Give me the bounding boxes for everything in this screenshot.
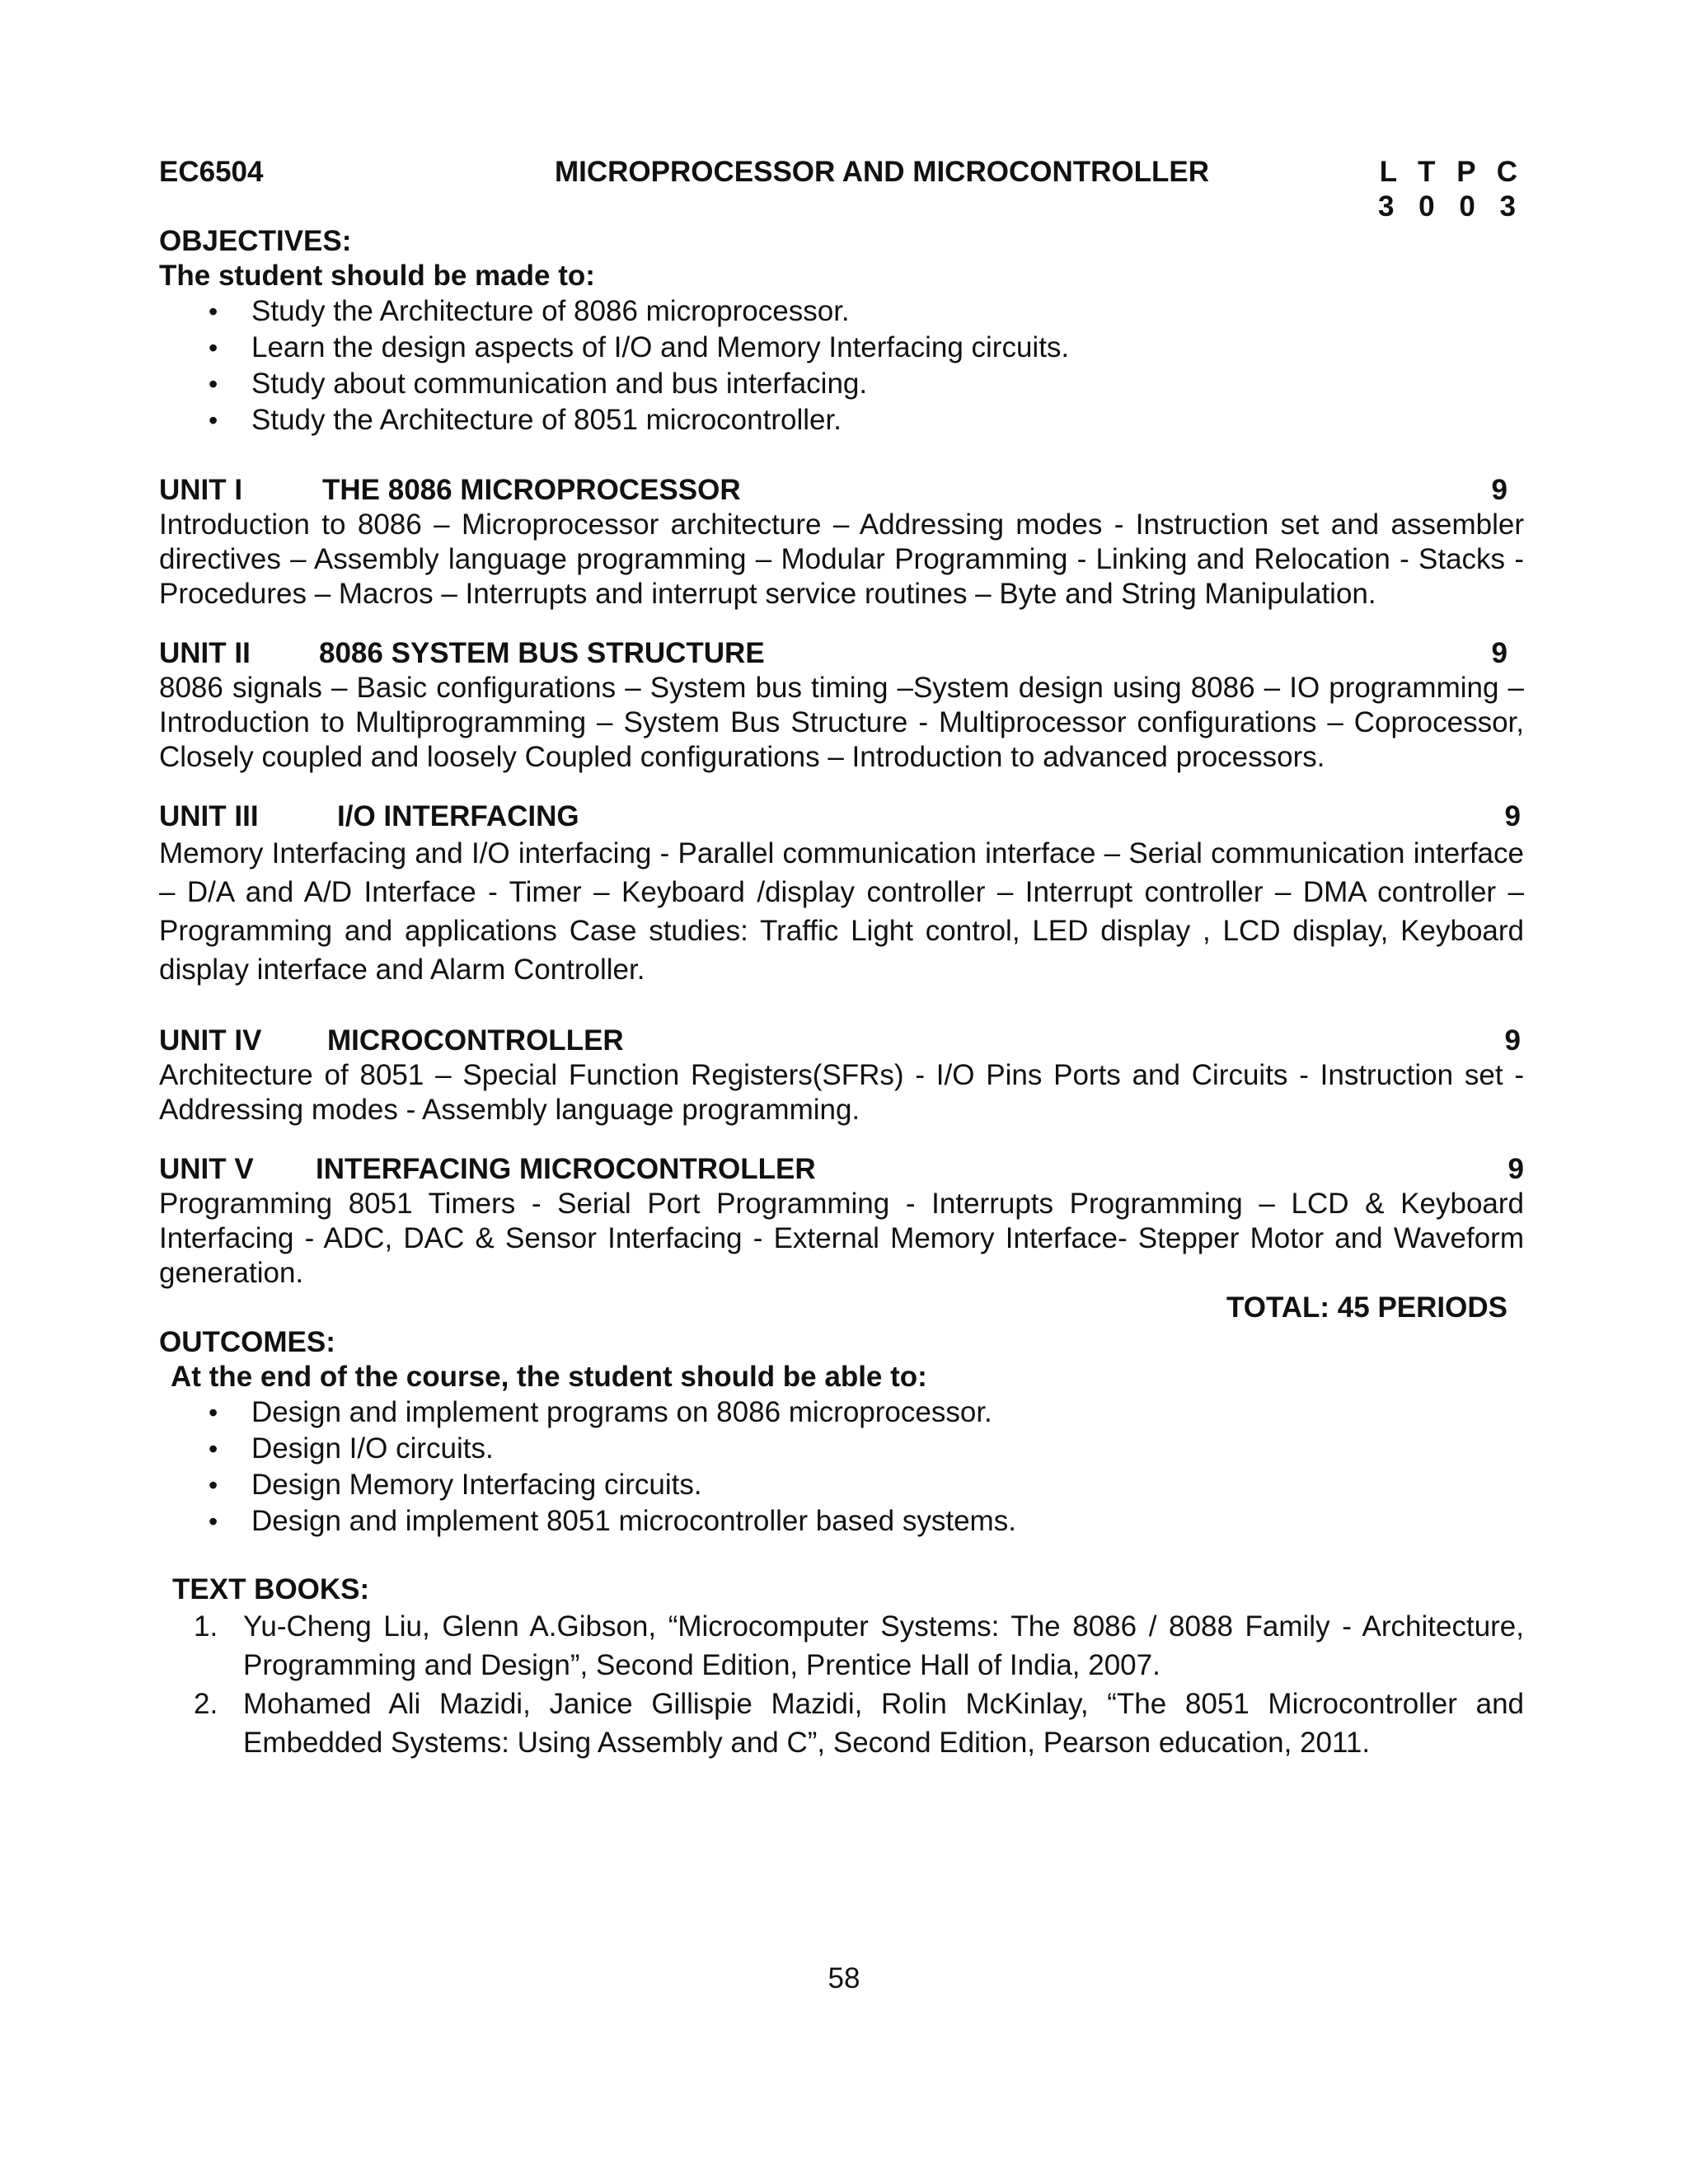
unit-2 (159, 636, 1524, 775)
total-periods: TOTAL: 45 PERIODS (1226, 1291, 1507, 1324)
list-item: • Learn the design aspects of I/O and Memory Interfacing circuits. (209, 330, 1524, 366)
text-books-section (159, 1572, 1524, 1762)
book-citation: Yu-Cheng Liu, Glenn A.Gibson, “Microcomputer Systems: The 8086 / 8088 Family - Architecture, Programming and Design”, Second Edition, Prentice Hall of India, 2007. (243, 1610, 1524, 1681)
list-item: • Design I/O circuits. (209, 1431, 1524, 1467)
outcomes-section (159, 1325, 1524, 1540)
course-title: MICROPROCESSOR AND MICROCONTROLLER (555, 156, 1209, 188)
unit-number: UNIT I (159, 474, 243, 506)
unit-title: INTERFACING MICROCONTROLLER (316, 1153, 816, 1185)
unit-heading (159, 473, 1524, 508)
course-header (159, 155, 1524, 190)
ltpc-values: 3 0 0 3 (1377, 190, 1524, 223)
bullet-icon: • (209, 333, 218, 363)
bullet-icon: • (209, 1507, 218, 1536)
book-citation: Mohamed Ali Mazidi, Janice Gillispie Mazidi, Rolin McKinlay, “The 8051 Microcontroller and Embedded Systems: Using Assembly and C”, Second Edition, Pearson education, 2011. (243, 1688, 1524, 1759)
ltpc-label: L T P C (1379, 156, 1524, 188)
list-item (172, 1685, 1524, 1762)
unit-number: UNIT IV (159, 1024, 262, 1057)
list-item: • Study the Architecture of 8051 microcontroller. (209, 402, 1524, 438)
item-number: 1. (194, 1610, 218, 1643)
unit-number: UNIT III (159, 800, 259, 832)
list-item: • Design and implement 8051 microcontroller based systems. (209, 1503, 1524, 1540)
list-item: • Design Memory Interfacing circuits. (209, 1467, 1524, 1503)
bullet-icon: • (209, 297, 218, 326)
objectives-section (159, 224, 1524, 438)
unit-hours: 9 (1504, 1024, 1521, 1057)
unit-5 (159, 1152, 1524, 1291)
unit-number: UNIT V (159, 1153, 254, 1185)
list-item: • Design and implement programs on 8086 microprocessor. (209, 1394, 1524, 1431)
unit-hours: 9 (1504, 800, 1521, 832)
outcomes-list (159, 1394, 1524, 1540)
unit-number: UNIT II (159, 637, 251, 669)
list-item: • Study the Architecture of 8086 microprocessor. (209, 293, 1524, 330)
bullet-icon: • (209, 369, 218, 399)
unit-4 (159, 1024, 1524, 1127)
text-books-heading: TEXT BOOKS: (172, 1573, 370, 1605)
bullet-icon: • (209, 1434, 218, 1464)
unit-hours: 9 (1491, 474, 1507, 506)
unit-title: I/O INTERFACING (337, 800, 579, 832)
objectives-lead: The student should be made to: (159, 260, 595, 292)
unit-title: THE 8086 MICROPROCESSOR (322, 474, 741, 506)
course-code: EC6504 (159, 156, 264, 188)
page-number: 58 (828, 1962, 860, 1994)
unit-title: 8086 SYSTEM BUS STRUCTURE (319, 637, 765, 669)
unit-content: Introduction to 8086 – Microprocessor architecture – Addressing modes - Instruction set and assembler directives – Assembly language programming – Modular Programming - Linking and Relocation - Stacks - Procedures – Macros – Interrupts and interrupt service routines – Byte and String Manipulation. (159, 509, 1524, 610)
unit-content: Memory Interfacing and I/O interfacing - Parallel communication interface – Serial communication interface – D/A and A/D Interface - Timer – Keyboard /display controller – Interrupt controller – DMA controller – Programming and applications Case studies: Traffic Light control, LED display , LCD display, Keyboard display interface and Alarm Controller. (159, 837, 1524, 986)
unit-1 (159, 473, 1524, 612)
unit-heading (159, 1152, 1524, 1187)
unit-3 (159, 799, 1524, 989)
unit-content: Architecture of 8051 – Special Function Registers(SFRs) - I/O Pins Ports and Circuits - Instruction set - Addressing modes - Assembly language programming. (159, 1059, 1524, 1126)
unit-heading (159, 1024, 1524, 1058)
text-books-list (172, 1607, 1524, 1762)
unit-heading (159, 636, 1524, 671)
bullet-icon: • (209, 405, 218, 435)
list-item: • Study about communication and bus interfacing. (209, 366, 1524, 402)
outcomes-heading: OUTCOMES: (159, 1326, 335, 1358)
unit-content: 8086 signals – Basic configurations – System bus timing –System design using 8086 – IO programming – Introduction to Multiprogramming – System Bus Structure - Multiprocessor configurations – Coprocessor, Closely coupled and loosely Coupled configurations – Introduction to advanced processors. (159, 672, 1524, 773)
item-number: 2. (194, 1688, 218, 1720)
unit-title: MICROCONTROLLER (327, 1024, 624, 1057)
outcomes-lead: At the end of the course, the student should be able to: (171, 1361, 927, 1393)
bullet-icon: • (209, 1470, 218, 1500)
objectives-list (159, 293, 1524, 438)
unit-hours: 9 (1491, 637, 1507, 669)
bullet-icon: • (209, 1398, 218, 1427)
list-item (172, 1607, 1524, 1685)
syllabus-page (159, 155, 1524, 1762)
unit-hours: 9 (1507, 1153, 1524, 1185)
unit-heading (159, 799, 1524, 834)
objectives-heading: OBJECTIVES: (159, 225, 352, 257)
unit-content: Programming 8051 Timers - Serial Port Programming - Interrupts Programming – LCD & Keyboard Interfacing - ADC, DAC & Sensor Interfacing - External Memory Interface- Stepper Motor and Waveform generation. (159, 1188, 1524, 1289)
